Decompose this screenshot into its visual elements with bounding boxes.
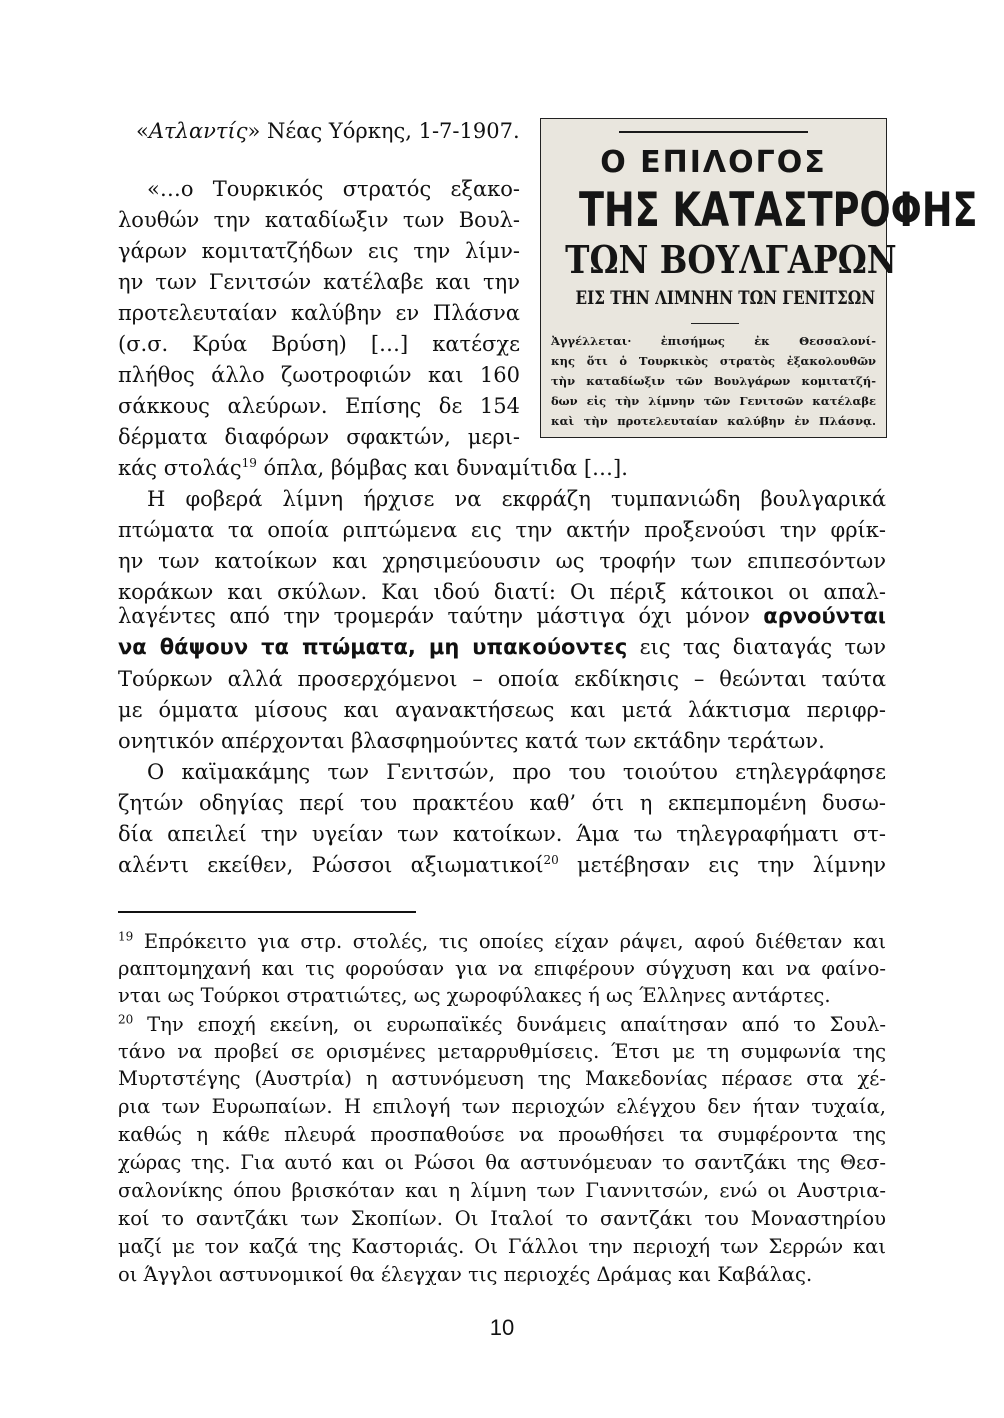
clipping-body-line: κης ὅτι ὁ Τουρκικὸς στρατὸς ἐξακολουθῶν: [551, 354, 876, 368]
footnote-line: [118, 928, 886, 955]
footnote-line: ραπτομηχανή και τις φορούσαν για να επιφέρουν σύγχυση και να φαίνο-: [118, 957, 886, 980]
footnote-line: τάνο να προβεί σε ορισμένες μεταρρυθμίσεις. Έτσι με τη συμφωνία της: [118, 1040, 886, 1063]
body-line: Τούρκων αλλά προσερχόμενοι – οποία εκδίκησις – θεώνται ταύτα: [118, 667, 886, 691]
source-rest: » Νέας Υόρκης, 1-7-1907.: [247, 119, 520, 143]
body-text: όπλα, βόμβας και δυναμίτιδα […].: [256, 456, 628, 480]
body-line: [118, 599, 886, 633]
clipping-body-line: Ἀγγέλλεται· ἐπισήμως ἐκ Θεσσαλονί-: [551, 334, 876, 348]
body-line: κοράκων και σκύλων. Και ιδού διατί: Οι πέριξ κάτοικοι οι απαλ-: [118, 580, 886, 604]
body-line: πτώματα τα οποία ριπτώμενα εις την ακτήν προξενούσι την φρίκ-: [118, 518, 886, 542]
footnote-line: σαλονίκης όπου βρισκόταν και η λίμνη των Γιαννιτσών, ενώ οι Αυστρια-: [118, 1179, 886, 1202]
source-open-quote: «: [136, 119, 149, 143]
emphasis-text: να θάψουν τα πτώματα, μη υπακούοντες: [118, 635, 628, 659]
body-line: Ο καϊμακάμης των Γενιτσών, προ του τοιούτου ετηλεγράφησε: [147, 760, 886, 784]
clipping-headline-1: Ο ΕΠΙΛΟΓΟΣ: [600, 145, 827, 180]
footnote-line: χώρας της. Για αυτό και οι Ρώσοι θα αστυνόμευαν το σαντζάκι της Θεσ-: [118, 1151, 886, 1174]
body-line: σάκκους αλεύρων. Επίσης δε 154: [118, 394, 520, 418]
source-title: Ατλαντίς: [148, 119, 248, 143]
footnote-line: ρια των Ευρωπαίων. Η επιλογή των περιοχών ελέγχου δεν ήταν τυχαία,: [118, 1095, 886, 1118]
footnote-mark-19: 19: [118, 929, 134, 944]
body-line: Η φοβερά λίμνη ήρχισε να εκφράζη τυμπανιώδη βουλγαρικά: [147, 487, 886, 511]
body-line: λουθών την καταδίωξιν των Βουλ-: [118, 208, 520, 232]
newspaper-clipping: [540, 118, 978, 438]
clipping-headline-3: ΤΩΝ ΒΟΥΛΓΑΡΩΝ: [565, 237, 897, 282]
body-line: ζητών οδηγίας περί του πρακτέου καθ’ ότι η εκπεμπομένη δυσω-: [118, 791, 886, 815]
body-line: με όμματα μίσους και αγανακτήσεως και μετά λάκτισμα περιφρ-: [118, 698, 886, 722]
clipping-body-line: δων εἰς τὴν λίμνην τῶν Γενιτσῶν κατέλαβε: [551, 394, 876, 408]
footnote-line: καθώς η κάθε πλευρά προσπαθούσε να προωθήσει τα συμφέροντα της: [118, 1123, 886, 1146]
footnote-mark-20: 20: [118, 1012, 134, 1027]
body-line: προτελευταίαν καλύβην εν Πλάσνα: [118, 301, 520, 325]
footnote-line: κοί το σαντζάκι των Σκοπίων. Οι Ιταλοί το σαντζάκι του Μοναστηρίου: [118, 1207, 886, 1230]
source-line: [136, 116, 520, 146]
emphasis-text: αρνούνται: [763, 604, 886, 628]
body-line: δία απειλεί την υγείαν των κατοίκων. Άμα τω τηλεγραφήματι στ-: [118, 822, 886, 846]
body-text: αλέντι εκείθεν, Ρώσσοι αξιωματικοί: [118, 853, 544, 877]
body-line: [118, 850, 886, 880]
footnote-line: νται ως Τούρκοι στρατιώτες, ως χωροφύλακες ή ως Έλληνες αντάρτες.: [118, 984, 831, 1007]
footnote-text: Επρόκειτο για στρ. στολές, τις οποίες είχαν ράψει, αφού διέθεταν και: [133, 930, 886, 953]
footnote-text: Την εποχή εκείνη, οι ευρωπαϊκές δυνάμεις απαίτησαν από το Σουλ-: [133, 1013, 886, 1036]
footnote-line: οι Άγγλοι αστυνομικοί θα έλεγχαν τις περιοχές Δράμας και Καβάλας.: [118, 1263, 813, 1286]
clipping-headline-2: ΤΗΣ ΚΑΤΑΣΤΡΟΦΗΣ: [578, 183, 978, 238]
body-line: (σ.σ. Κρύα Βρύση) […] κατέσχε: [118, 332, 520, 356]
body-line: [118, 453, 628, 483]
footnote-separator: [118, 911, 416, 913]
clipping-body-line: τὴν καταδίωξιν τῶν Βουλγάρων κομιτατζή-: [551, 374, 876, 388]
body-line: πλήθος άλλο ζωοτροφιών και 160: [118, 363, 520, 387]
body-line: ην των κατοίκων και χρησιμεύουσιν ως τροφήν των επιπεσόντων: [118, 549, 886, 573]
footnote-ref-20[interactable]: 20: [543, 853, 559, 867]
body-line: ονητικόν απέρχονται βλασφημούντες κατά των εκτάδην τεράτων.: [118, 729, 825, 753]
clipping-divider: [691, 323, 739, 324]
body-line: «…ο Τουρκικός στρατός εξακο-: [147, 177, 520, 201]
body-line: γάρων κομιτατζήδων εις την λίμν-: [118, 239, 520, 263]
clipping-body-line: καὶ τὴν προτελευταίαν καλύβην ἐν Πλάσνᾳ.: [551, 414, 876, 428]
clipping-top-rule: [619, 131, 808, 133]
clipping-headline-4: ΕΙΣ ΤΗΝ ΛΙΜΝΗΝ ΤΩΝ ΓΕΝΙΤΣΩΝ: [575, 287, 876, 309]
footnote-ref-19[interactable]: 19: [241, 456, 257, 470]
body-line: δέρματα διαφόρων σφακτών, μερι-: [118, 425, 520, 449]
page-number: 10: [489, 1315, 515, 1340]
footnote-line: Μυρτστέγης (Αυστρία) η αστυνόμευση της Μακεδονίας πέρασε στα χέ-: [118, 1067, 886, 1090]
body-text: εις τας διαταγάς των: [627, 635, 886, 659]
body-line: [118, 630, 886, 664]
footnote-line: μαζί με τον καζά της Καστοριάς. Οι Γάλλοι την περιοχή των Σερρών και: [118, 1235, 886, 1258]
body-line: ην των Γενιτσών κατέλαβε και την: [118, 270, 520, 294]
body-text: κάς στολάς: [118, 456, 242, 480]
footnote-line: [118, 1011, 886, 1038]
body-text: λαγέντες από την τρομεράν ταύτην μάστιγα όχι μόνον: [118, 604, 764, 628]
body-text: μετέβησαν εις την λίμνην: [558, 853, 886, 877]
